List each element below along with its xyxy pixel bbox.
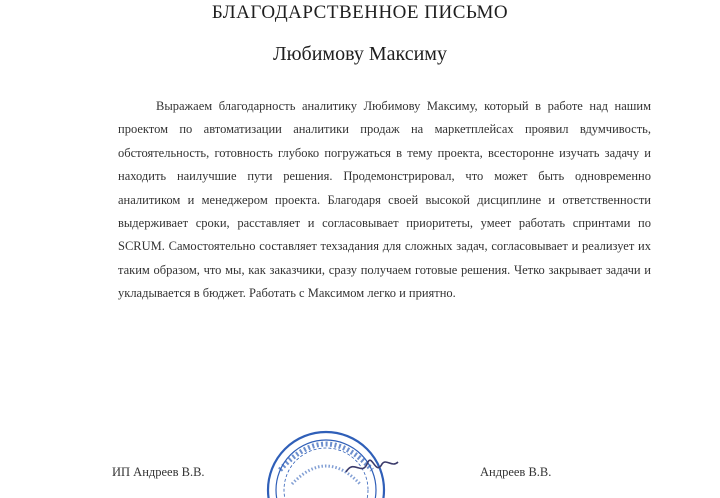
letter-title: БЛАГОДАРСТВЕННОЕ ПИСЬМО bbox=[211, 2, 509, 23]
signatory-left: ИП Андреев В.В. bbox=[112, 465, 205, 479]
signatory-right: Андреев В.В. bbox=[480, 465, 552, 479]
recipient-name: Любимову Максиму bbox=[273, 43, 447, 65]
letter-body: Выражаем благодарность аналитику Любимову Максиму, который в работе над нашим проектом по автоматизации аналитики продаж на маркетплейсах проявил вдумчивость, обстоятельность, готовность глубоко погружаться в тему проекта, всесторонне изучать задачу и находить наилучшие пути решения. Продемонстрировал, что может быть одновременно аналитиком и менеджером проекта. Благодаря своей высокой дисциплине и ответственности выдерживает сроки, расставляет и согласовывает приоритеты, умеет работать спринтами по SCRUM. Самостоятельно составляет техзадания для сложных задач, согласовывает и реализует их таким образом, что мы, как заказчики, сразу получаем готовые решения. Четко закрывает задачи и укладывается в бюджет. Работать с Максимом легко и приятно. bbox=[118, 99, 651, 301]
company-stamp bbox=[258, 418, 408, 498]
